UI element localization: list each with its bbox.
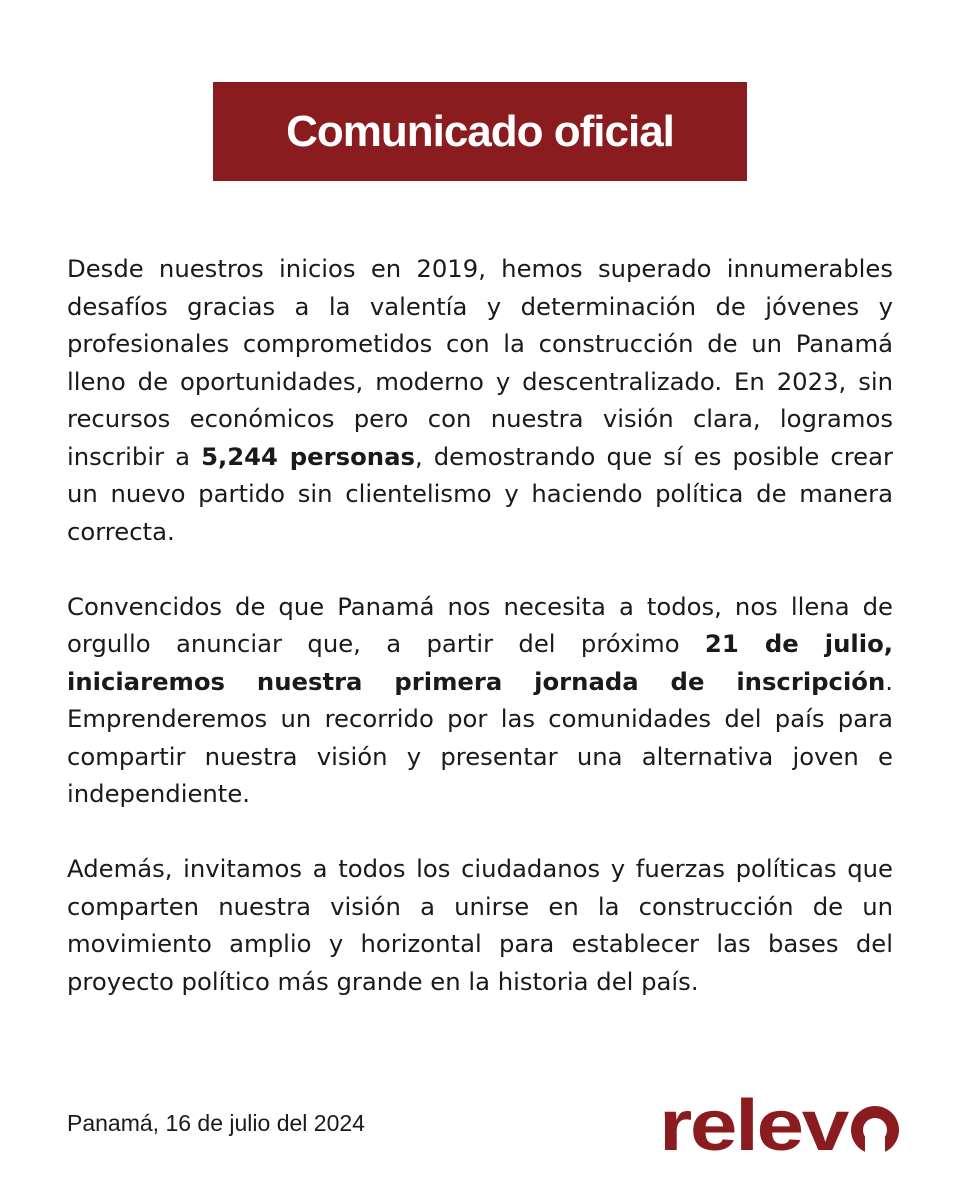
footer-date: Panamá, 16 de julio del 2024 [67, 1110, 365, 1136]
page-title: Comunicado oficial [286, 106, 674, 156]
paragraph-3: Además, invitamos a todos los ciudadanos y fuerzas políticas que comparten nuestra visión a unirse en la construcción de un movimiento amplio y horizontal para establecer las bases del proyecto político más grande en la historia del país. [67, 854, 893, 996]
paragraph-2 [67, 588, 893, 813]
svg-text:relev: relev [659, 1092, 850, 1160]
title-banner [213, 82, 747, 181]
paragraph-1-highlight: 5,244 personas [201, 441, 415, 471]
relevo-logo [659, 1092, 907, 1160]
paragraph-2-text-a: Convencidos de que Panamá nos necesita a todos, nos llena de orgullo anunciar que, a partir del próximo [67, 591, 893, 658]
paragraph-2-highlight: 21 de julio, iniciaremos nuestra primera jornada de inscripción [67, 629, 893, 696]
paragraph-1 [67, 250, 893, 550]
logo-o-mark [851, 1106, 899, 1156]
paragraph-2-text-c: . Emprenderemos un recorrido por las comunidades del país para compartir nuestra visión y presentar una alternativa joven e independiente. [67, 666, 893, 808]
statement-body [67, 250, 893, 1038]
paragraph-1-text-a: Desde nuestros inicios en 2019, hemos superado innumerables desafíos gracias a la valentía y determinación de jóvenes y profesionales comprometidos con la construcción de un Panamá lleno de oportunidades, moderno y descentralizado. En 2023, sin recursos económicos pero con nuestra visión clara, logramos inscribir a [67, 254, 893, 471]
paragraph-1-text-c: , demostrando que sí es posible crear un nuevo partido sin clientelismo y haciendo política de manera correcta. [67, 441, 893, 546]
